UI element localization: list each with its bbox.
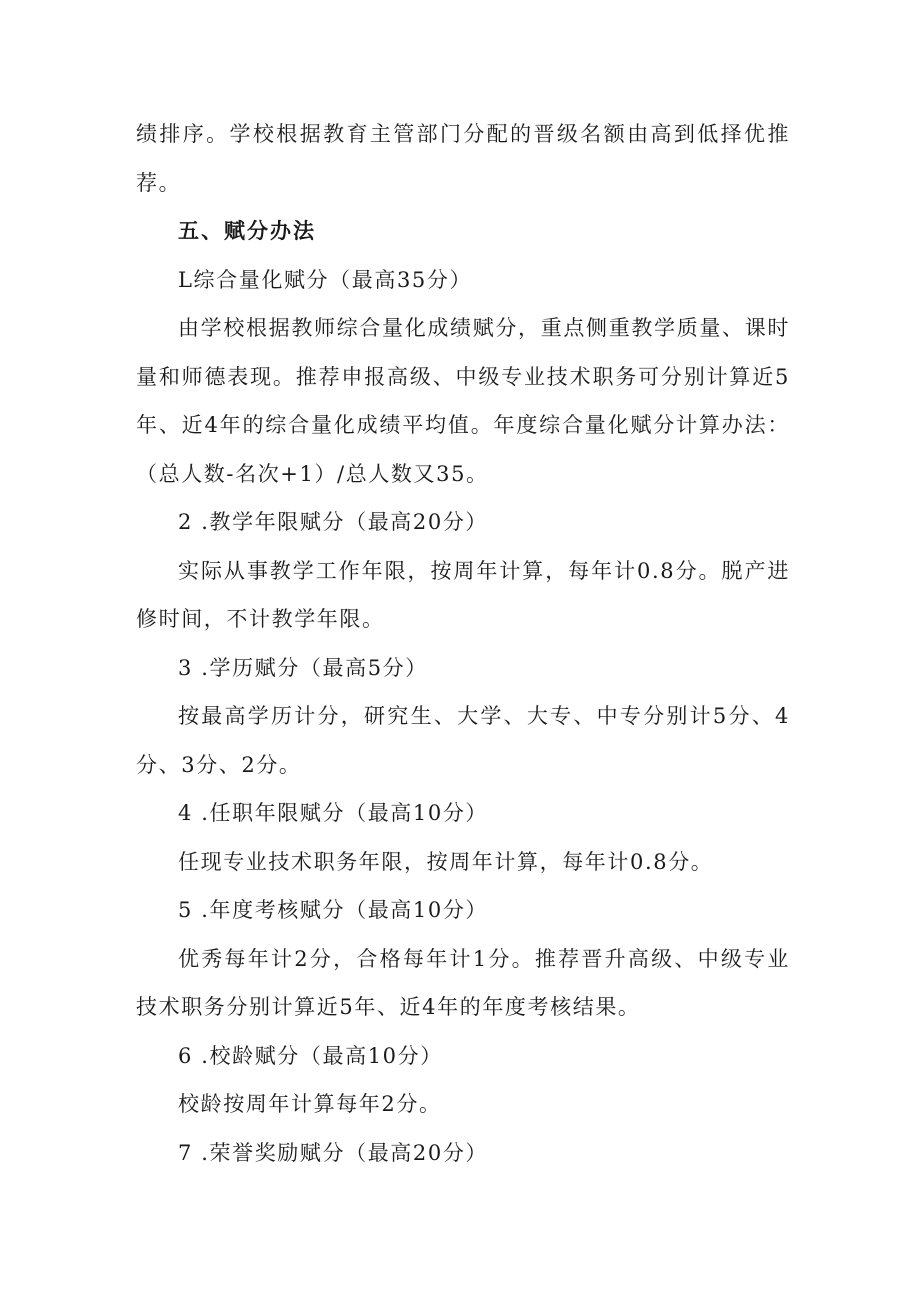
paragraph-education: 按最高学历计分，研究生、大学、大专、中专分别计5分、4分、3分、2分。 — [136, 704, 790, 777]
item-5-annual-review: 5 .年度考核赋分（最高10分） — [178, 898, 489, 922]
paragraph-tenure: 任现专业技术职务年限，按周年计算，每年计0.8分。 — [178, 849, 714, 874]
item-3-education: 3 .学历赋分（最高5分） — [178, 655, 428, 680]
section-heading-scoring-method: 五、赋分办法 — [178, 219, 316, 243]
item-1-comprehensive-score: L综合量化赋分（最高35分） — [178, 267, 473, 292]
item-4-tenure: 4 .任职年限赋分（最高10分） — [178, 801, 489, 825]
item-7-honors-awards: 7 .荣誉奖励赋分（最高20分） — [178, 1140, 489, 1165]
paragraph-ranking-continued: 绩排序。学校根据教育主管部门分配的晋级名额由高到低择优推荐。 — [136, 122, 790, 195]
item-6-school-seniority: 6 .校龄赋分（最高10分） — [178, 1043, 443, 1068]
paragraph-school-seniority: 校龄按周年计算每年2分。 — [178, 1092, 442, 1116]
paragraph-comprehensive-score: 由学校根据教师综合量化成绩赋分，重点侧重教学质量、课时量和师德表现。推荐申报高级、中级专业技术职务可分别计算近5年、近4年的综合量化成绩平均值。年度综合量化赋分计算办法：（总人数-名次+1）/总人数又35。 — [136, 316, 790, 486]
paragraph-annual-review: 优秀每年计2分，合格每年计1分。推荐晋升高级、中级专业技术职务分别计算近5年、近4年的年度考核结果。 — [136, 946, 790, 1019]
item-2-teaching-years: 2 .教学年限赋分（最高20分） — [178, 510, 489, 534]
document-body — [136, 110, 790, 1177]
paragraph-teaching-years: 实际从事教学工作年限，按周年计算，每年计0.8分。脱产进修时间，不计教学年限。 — [136, 558, 790, 631]
